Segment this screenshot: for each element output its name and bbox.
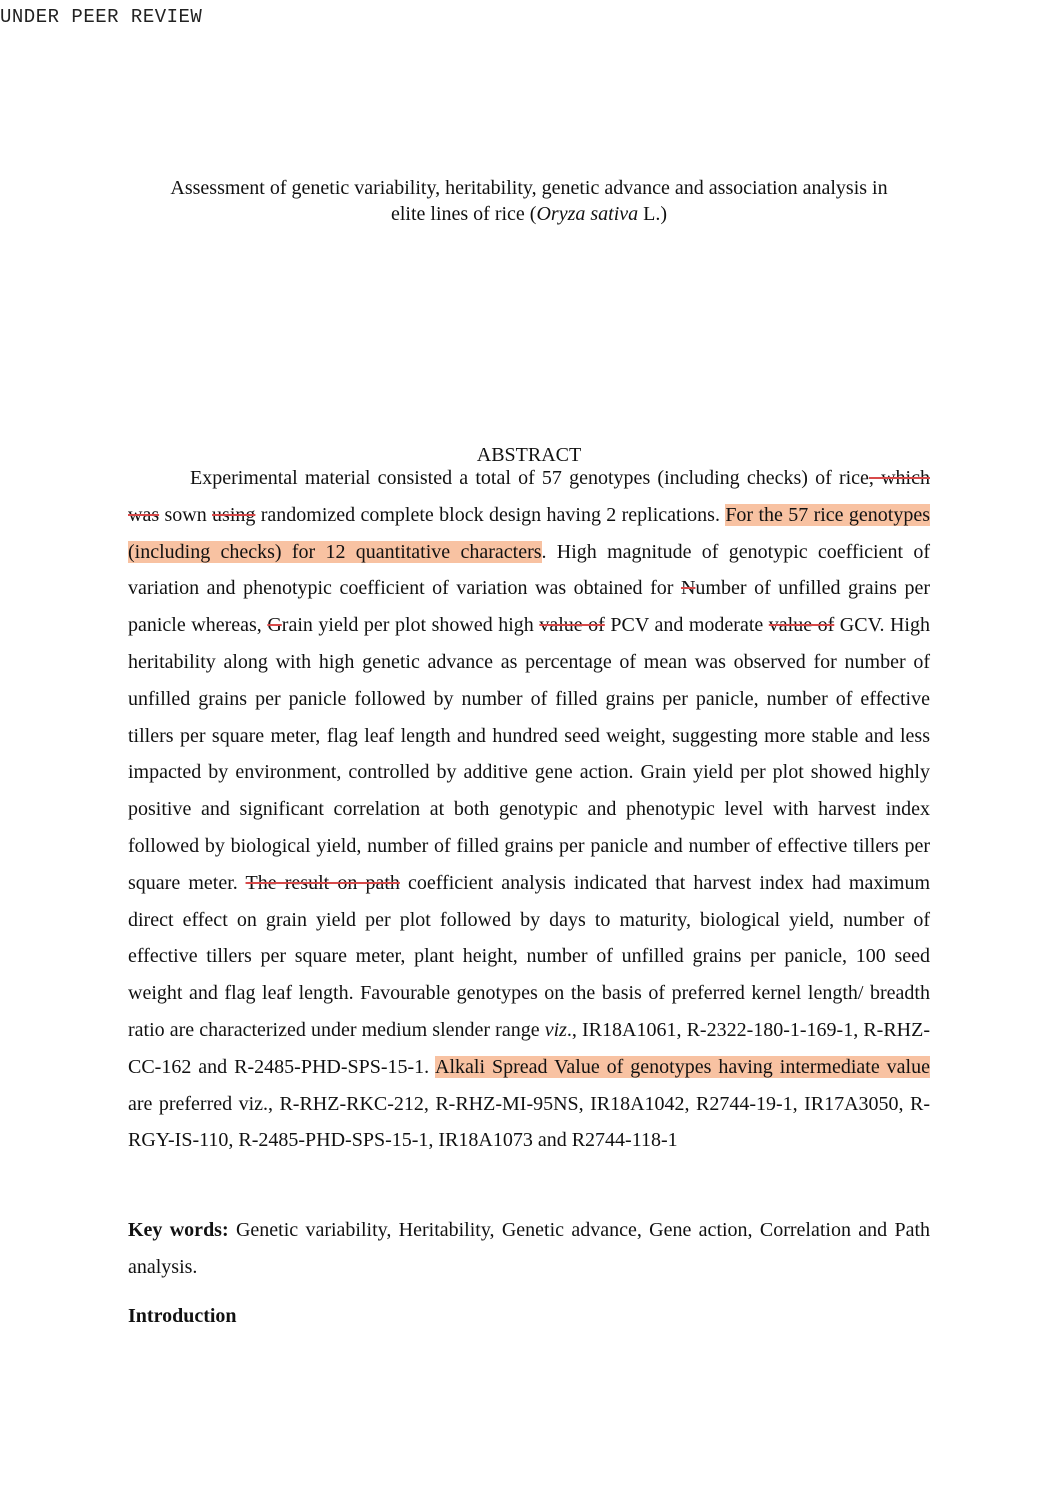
paper-title bbox=[110, 175, 948, 227]
abstract-body bbox=[128, 460, 930, 1159]
abstract-text-3: randomized complete block design having 2 replications. bbox=[255, 503, 726, 526]
deleted-text-5: value of bbox=[539, 614, 605, 637]
abstract-text-4: . High magnitude of genotypic coefficient of variation and phenotypic coefficient of variation was obtained for bbox=[128, 540, 931, 600]
introduction-heading: Introduction bbox=[128, 1305, 237, 1327]
abstract-text-7: PCV and moderate bbox=[604, 614, 769, 637]
species-name: Oryza sativa bbox=[536, 203, 639, 225]
abstract-text-6: rain yield per plot showed high bbox=[281, 614, 540, 637]
deleted-text-6: value of bbox=[768, 614, 835, 637]
keywords-text: Genetic variability, Heritability, Genetic advance, Gene action, Correlation and Path analysis. bbox=[128, 1219, 930, 1278]
title-line-2-suffix: L.) bbox=[638, 203, 668, 225]
deleted-text-3: N bbox=[680, 577, 696, 600]
abstract-text-8: GCV. High heritability along with high genetic advance as percentage of mean was observed for number of unfilled grains per panicle followed by number of filled grains per panicle, number of effective tillers per square meter, flag leaf length and hundred seed weight, suggesting more stable and less impacted by environment, controlled by additive gene action. Grain yield per plot showed highly positive and significant correlation at both genotypic and phenotypic level with harvest index followed by biological yield, number of filled grains per panicle and number of effective tillers per square meter. bbox=[128, 614, 930, 894]
italic-viz: viz bbox=[544, 1018, 567, 1041]
title-line-2-prefix: elite lines of rice ( bbox=[390, 203, 537, 225]
abstract-heading: ABSTRACT bbox=[476, 444, 582, 466]
highlighted-text-1: For the 57 rice genotypes (including checks) for 12 quantitative characters bbox=[128, 503, 931, 563]
abstract-text-11: are preferred viz., R-RHZ-RKC-212, R-RHZ-MI-95NS, IR18A1042, R2744-19-1, IR17A3050, R-RGY-IS-110, R-2485-PHD-SPS-15-1, IR18A1073 and R2744-118-1 bbox=[128, 1092, 930, 1152]
abstract-text-1: Experimental material consisted a total of 57 genotypes (including checks) of rice bbox=[190, 467, 869, 489]
abstract-text-10: ., IR18A1061, R-2322-180-1-169-1, R-RHZ-CC-162 and R-2485-PHD-SPS-15-1. bbox=[128, 1018, 930, 1078]
highlighted-text-2: Alkali Spread Value of genotypes having intermediate value bbox=[435, 1055, 930, 1078]
keywords-paragraph bbox=[128, 1212, 930, 1286]
keywords-label: Key words: bbox=[128, 1219, 229, 1241]
title-line-2 bbox=[110, 201, 948, 227]
abstract-text-9: coefficient analysis indicated that harvest index had maximum direct effect on grain yield per plot followed by days to maturity, biological yield, number of effective tillers per square meter, plant height, number of unfilled grains per panicle, 100 seed weight and flag leaf length. Favourable genotypes on the basis of preferred kernel length/ breadth ratio are characterized under medium slender range bbox=[128, 871, 931, 1041]
deleted-text-1: , which was bbox=[128, 467, 930, 526]
deleted-text-4: G bbox=[267, 614, 282, 637]
title-line-1: Assessment of genetic variability, heritability, genetic advance and association analysis in bbox=[170, 177, 888, 199]
deleted-text-2: using bbox=[212, 503, 256, 526]
abstract-text-2: sown bbox=[159, 503, 213, 526]
under-peer-review-watermark: UNDER PEER REVIEW bbox=[0, 6, 203, 28]
deleted-text-7: The result on path bbox=[245, 871, 400, 894]
abstract-text-5: umber of unfilled grains per panicle whereas, bbox=[128, 577, 931, 637]
